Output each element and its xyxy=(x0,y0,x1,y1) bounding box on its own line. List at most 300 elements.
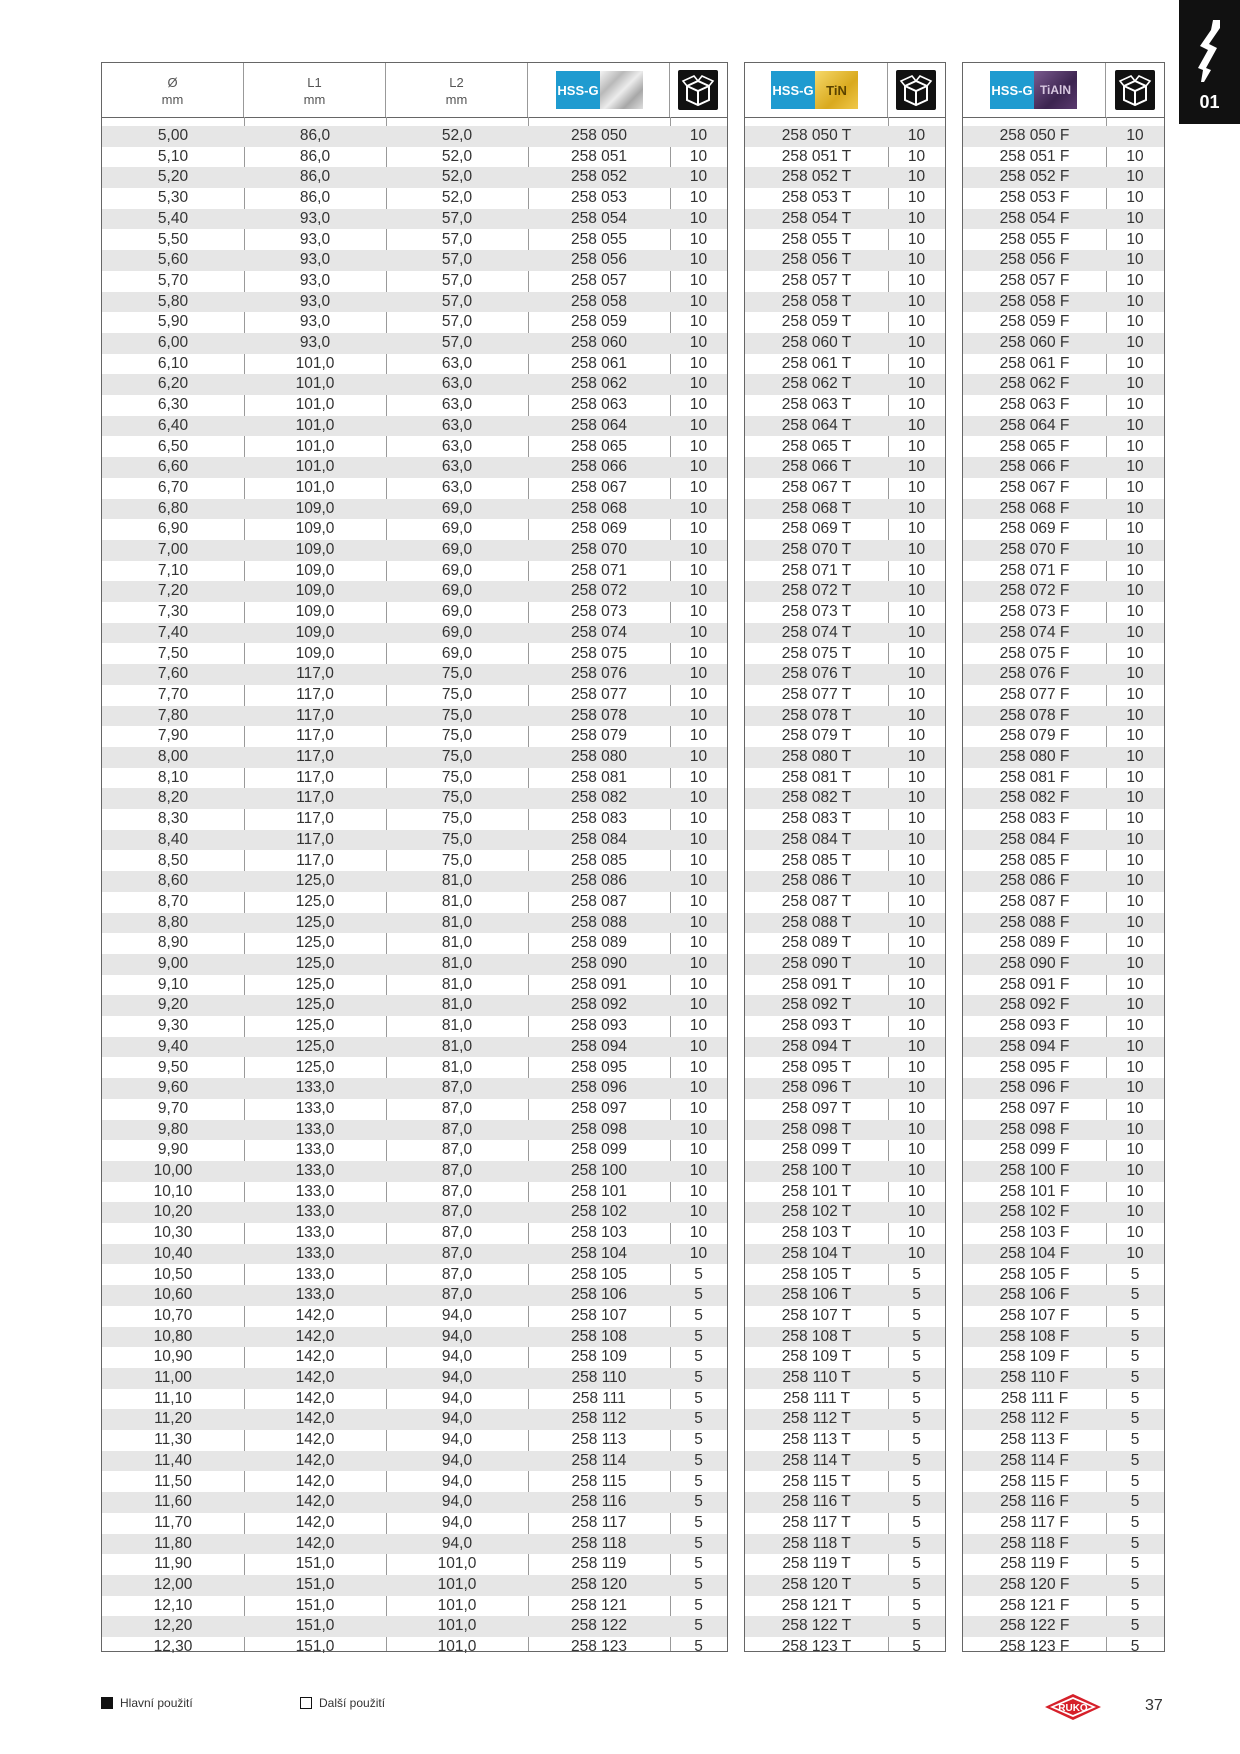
hssg-qty-cell: 10 xyxy=(689,230,708,248)
tialn-qty-cell: 10 xyxy=(1126,396,1144,414)
hssg-qty-cell: 10 xyxy=(689,582,708,600)
tialn-article-cell: 258 106 F xyxy=(999,1286,1070,1304)
l2-cell: 101,0 xyxy=(437,1638,477,1656)
tialn-article-cell: 258 078 F xyxy=(999,706,1070,724)
l1-cell: 101,0 xyxy=(295,416,335,434)
hssg-qty-cell: 10 xyxy=(689,209,708,227)
brand-name: RUKO xyxy=(1058,1703,1088,1714)
diameter-cell: 5,70 xyxy=(157,271,189,289)
tialn-label: TiAlN xyxy=(1039,83,1072,97)
table-row xyxy=(745,602,945,623)
tin-qty-cell: 5 xyxy=(912,1306,921,1324)
table-row xyxy=(963,685,1164,706)
table-row xyxy=(102,1306,727,1327)
tin-qty-cell: 5 xyxy=(912,1534,921,1552)
tialn-qty-cell: 10 xyxy=(1126,913,1144,931)
table-row xyxy=(102,1637,727,1658)
l2-cell: 94,0 xyxy=(441,1327,473,1345)
l1-cell: 93,0 xyxy=(299,334,331,351)
l1-cell: 125,0 xyxy=(295,1037,335,1055)
hssg-article-cell: 258 067 xyxy=(570,478,628,496)
tialn-article-cell: 258 119 F xyxy=(1000,1555,1069,1573)
tin-qty-cell: 10 xyxy=(907,1162,926,1179)
tialn-article-cell: 258 081 F xyxy=(999,768,1070,786)
diameter-cell: 7,60 xyxy=(157,665,189,683)
tin-qty-cell: 10 xyxy=(907,582,926,600)
tin-article-cell: 258 112 T xyxy=(782,1410,851,1428)
legend-main-use xyxy=(101,1696,193,1710)
hssg-article-cell: 258 098 xyxy=(570,1120,628,1138)
table-row xyxy=(963,416,1164,437)
hssg-qty-cell: 10 xyxy=(689,789,708,807)
tin-qty-cell: 10 xyxy=(907,292,926,310)
l1-cell: 151,0 xyxy=(295,1638,335,1656)
table-row xyxy=(102,1285,727,1306)
tialn-qty-cell: 10 xyxy=(1126,334,1144,351)
tialn-qty-cell: 10 xyxy=(1126,478,1144,496)
tialn-qty-cell: 5 xyxy=(1130,1451,1140,1469)
diameter-cell: 8,70 xyxy=(157,892,189,910)
tin-label: TiN xyxy=(826,82,847,98)
table-row xyxy=(102,788,727,809)
diameter-cell: 9,10 xyxy=(157,975,189,993)
tialn-article-cell: 258 064 F xyxy=(999,416,1070,434)
l2-cell: 87,0 xyxy=(441,1182,473,1200)
tialn-badge xyxy=(1034,71,1077,109)
diameter-cell: 6,30 xyxy=(157,396,189,414)
table-row xyxy=(102,1265,727,1286)
tialn-qty-cell: 10 xyxy=(1126,1244,1144,1262)
tialn-article-cell: 258 075 F xyxy=(999,644,1070,662)
table-row xyxy=(745,1430,945,1451)
tialn-article-cell: 258 055 F xyxy=(999,230,1070,248)
tialn-qty-cell: 10 xyxy=(1126,1079,1144,1097)
tialn-qty-cell: 10 xyxy=(1126,292,1144,310)
l2-cell: 75,0 xyxy=(441,810,473,828)
table-row xyxy=(102,395,727,416)
table-tin xyxy=(744,62,946,1656)
table-row xyxy=(102,664,727,685)
hssg-article-cell: 258 092 xyxy=(570,996,628,1014)
table-row xyxy=(745,1513,945,1534)
l2-cell: 87,0 xyxy=(441,1265,473,1283)
table-row xyxy=(102,499,727,520)
diameter-cell: 7,50 xyxy=(157,644,189,662)
diameter-cell: 12,30 xyxy=(153,1638,193,1656)
tin-article-cell: 258 056 T xyxy=(781,251,852,269)
tin-article-cell: 258 077 T xyxy=(781,685,852,703)
table-row xyxy=(102,167,727,188)
diameter-cell: 6,40 xyxy=(157,416,189,434)
hssg-article-cell: 258 058 xyxy=(570,292,628,310)
tin-article-cell: 258 092 T xyxy=(781,996,852,1014)
diameter-cell: 8,00 xyxy=(157,748,189,765)
table-row xyxy=(102,1327,727,1348)
l1-cell: 117,0 xyxy=(296,665,334,683)
hssg-qty-cell: 10 xyxy=(689,168,708,186)
tin-article-cell: 258 089 T xyxy=(781,934,852,952)
hssg-qty-cell: 5 xyxy=(694,1472,703,1490)
diameter-cell: 8,50 xyxy=(157,851,189,869)
l2-cell: 69,0 xyxy=(441,541,473,558)
tialn-article-cell: 258 083 F xyxy=(999,810,1070,828)
tin-article-cell: 258 109 T xyxy=(781,1348,852,1366)
tin-article-cell: 258 071 T xyxy=(781,561,852,579)
tin-qty-cell: 10 xyxy=(907,251,926,269)
table-row xyxy=(745,1202,945,1223)
tialn-article-cell: 258 088 F xyxy=(999,913,1070,931)
tin-qty-cell: 10 xyxy=(907,1037,926,1055)
hssg-article-cell: 258 078 xyxy=(570,706,628,724)
tialn-article-cell: 258 105 F xyxy=(999,1265,1070,1283)
table-row xyxy=(102,1182,727,1203)
tialn-qty-cell: 10 xyxy=(1126,934,1144,952)
tialn-qty-cell: 5 xyxy=(1130,1389,1140,1407)
l1-cell: 125,0 xyxy=(295,892,335,910)
tin-qty-cell: 10 xyxy=(907,354,926,372)
tin-article-cell: 258 076 T xyxy=(781,665,852,683)
diameter-cell: 9,00 xyxy=(157,955,189,972)
diameter-cell: 7,80 xyxy=(157,706,189,724)
tin-qty-cell: 10 xyxy=(907,458,926,476)
table-row xyxy=(745,1575,945,1596)
hssg-article-cell: 258 071 xyxy=(570,561,628,579)
l2-cell: 87,0 xyxy=(441,1120,473,1138)
table-row xyxy=(963,333,1164,354)
l1-cell: 86,0 xyxy=(299,147,331,165)
tin-article-cell: 258 101 T xyxy=(781,1182,852,1200)
table-row xyxy=(102,1161,727,1182)
tin-qty-cell: 5 xyxy=(912,1327,921,1345)
tialn-article-cell: 258 089 F xyxy=(999,934,1070,952)
hssg-article-cell: 258 100 xyxy=(570,1162,628,1179)
tin-article-cell: 258 066 T xyxy=(781,458,852,476)
l1-cell: 125,0 xyxy=(295,955,335,972)
tialn-qty-cell: 10 xyxy=(1126,996,1144,1014)
tialn-article-cell: 258 085 F xyxy=(999,851,1070,869)
hssg-article-cell: 258 101 xyxy=(570,1182,628,1200)
table-row xyxy=(963,768,1164,789)
hssg-article-cell: 258 116 xyxy=(571,1493,627,1511)
tialn-article-cell: 258 099 F xyxy=(999,1141,1070,1159)
tin-article-cell: 258 108 T xyxy=(781,1327,852,1345)
tin-qty-cell: 10 xyxy=(907,334,926,351)
tin-qty-cell: 5 xyxy=(912,1555,921,1573)
hssg-article-cell: 258 076 xyxy=(570,665,628,683)
table-row xyxy=(102,768,727,789)
l1-cell: 133,0 xyxy=(295,1244,335,1262)
table-row xyxy=(745,1161,945,1182)
table-row xyxy=(102,830,727,851)
tialn-qty-cell: 5 xyxy=(1130,1369,1140,1386)
l2-cell: 69,0 xyxy=(441,499,473,517)
l2-cell: 87,0 xyxy=(441,1079,473,1097)
table-row xyxy=(745,871,945,892)
hssg-article-cell: 258 093 xyxy=(570,1017,628,1035)
hssg-article-cell: 258 117 xyxy=(571,1513,627,1531)
tialn-qty-cell: 5 xyxy=(1130,1472,1140,1490)
l1-cell: 142,0 xyxy=(295,1534,335,1552)
l1-cell: 142,0 xyxy=(295,1327,335,1345)
l2-cell: 101,0 xyxy=(437,1596,477,1614)
tin-article-cell: 258 059 T xyxy=(781,313,852,331)
tin-qty-cell: 10 xyxy=(907,996,926,1014)
header-l2 xyxy=(386,63,528,117)
tin-article-cell: 258 087 T xyxy=(781,892,852,910)
l2-cell: 75,0 xyxy=(441,706,473,724)
diameter-cell: 10,90 xyxy=(153,1348,193,1366)
hssg-qty-cell: 10 xyxy=(689,334,708,351)
hssg-article-cell: 258 063 xyxy=(570,396,628,414)
diameter-cell: 8,40 xyxy=(157,830,189,848)
hssg-article-cell: 258 075 xyxy=(570,644,628,662)
table-row xyxy=(963,1265,1164,1286)
l1-unit: mm xyxy=(303,92,326,107)
table-row xyxy=(963,1327,1164,1348)
tin-qty-cell: 10 xyxy=(907,1203,926,1221)
tialn-qty-cell: 10 xyxy=(1126,1224,1144,1242)
tialn-article-cell: 258 084 F xyxy=(999,830,1070,848)
diameter-cell: 8,80 xyxy=(157,913,189,931)
l2-cell: 57,0 xyxy=(441,209,473,227)
l2-cell: 101,0 xyxy=(437,1617,477,1635)
table-row xyxy=(745,1016,945,1037)
table-row xyxy=(745,230,945,251)
tialn-qty-cell: 10 xyxy=(1126,1099,1144,1117)
hssg-label: HSS-G xyxy=(991,82,1033,98)
tin-qty-cell: 10 xyxy=(907,975,926,993)
hssg-article-cell: 258 069 xyxy=(570,520,628,538)
table-row xyxy=(963,437,1164,458)
table-row xyxy=(745,561,945,582)
tin-qty-cell: 10 xyxy=(907,1244,926,1262)
l1-cell: 133,0 xyxy=(295,1162,335,1179)
table-row xyxy=(963,954,1164,975)
table-row xyxy=(102,540,727,561)
l2-cell: 75,0 xyxy=(441,768,473,786)
diameter-cell: 10,80 xyxy=(153,1327,193,1345)
hssg-qty-cell: 10 xyxy=(689,603,708,621)
l2-cell: 57,0 xyxy=(441,313,473,331)
tin-qty-cell: 10 xyxy=(907,872,926,890)
tialn-qty-cell: 10 xyxy=(1126,189,1144,207)
l2-cell: 57,0 xyxy=(441,251,473,269)
hssg-article-cell: 258 122 xyxy=(570,1617,628,1635)
tin-article-cell: 258 062 T xyxy=(781,375,852,393)
l1-label: L1 xyxy=(307,75,322,90)
table-row xyxy=(745,395,945,416)
tialn-qty-cell: 10 xyxy=(1126,892,1144,910)
l2-cell: 69,0 xyxy=(441,561,473,579)
table-row xyxy=(963,540,1164,561)
l2-cell: 63,0 xyxy=(441,375,473,393)
tin-article-cell: 258 107 T xyxy=(781,1306,852,1324)
tin-qty-cell: 10 xyxy=(907,955,926,972)
hssg-qty-cell: 5 xyxy=(694,1286,703,1304)
hssg-article-cell: 258 085 xyxy=(570,851,628,869)
table-row xyxy=(102,354,727,375)
hssg-qty-cell: 5 xyxy=(694,1348,703,1366)
tin-article-cell: 258 120 T xyxy=(781,1576,852,1593)
table-row xyxy=(745,664,945,685)
hssg-qty-cell: 10 xyxy=(689,1058,708,1076)
l2-cell: 69,0 xyxy=(441,623,473,641)
table-hssg xyxy=(101,62,728,1656)
l1-cell: 117,0 xyxy=(296,685,334,703)
tialn-article-cell: 258 082 F xyxy=(999,789,1070,807)
diameter-cell: 6,60 xyxy=(157,458,189,476)
tin-qty-cell: 10 xyxy=(907,416,926,434)
l1-cell: 93,0 xyxy=(299,313,331,331)
l1-cell: 125,0 xyxy=(295,1017,335,1035)
l2-cell: 57,0 xyxy=(441,292,473,310)
table-row xyxy=(963,1513,1164,1534)
table-row xyxy=(963,1182,1164,1203)
hssg-article-cell: 258 059 xyxy=(570,313,628,331)
hssg-article-cell: 258 086 xyxy=(570,872,628,890)
tialn-article-cell: 258 113 F xyxy=(1000,1431,1069,1449)
hssg-article-cell: 258 115 xyxy=(571,1472,627,1490)
table-row xyxy=(963,519,1164,540)
tialn-qty-cell: 10 xyxy=(1126,623,1144,641)
tialn-qty-cell: 5 xyxy=(1130,1596,1140,1614)
diameter-cell: 7,20 xyxy=(157,582,189,600)
tin-qty-cell: 10 xyxy=(907,913,926,931)
diameter-cell: 10,00 xyxy=(153,1162,193,1179)
l2-cell: 63,0 xyxy=(441,437,473,455)
table-row xyxy=(963,995,1164,1016)
diameter-cell: 10,30 xyxy=(153,1224,193,1242)
hssg-article-cell: 258 096 xyxy=(570,1079,628,1097)
tialn-qty-cell: 10 xyxy=(1126,1203,1144,1221)
table-row xyxy=(745,374,945,395)
diameter-cell: 8,10 xyxy=(157,768,189,786)
hssg-qty-cell: 10 xyxy=(689,561,708,579)
hssg-article-cell: 258 120 xyxy=(570,1576,628,1593)
hssg-finish-swatch xyxy=(600,71,643,109)
legend-other-use-label: Další použití xyxy=(319,1696,386,1710)
hssg-article-cell: 258 123 xyxy=(570,1638,628,1656)
tialn-article-cell: 258 053 F xyxy=(999,189,1070,207)
table-row xyxy=(102,1368,727,1389)
l2-cell: 75,0 xyxy=(441,748,473,765)
tin-article-cell: 258 096 T xyxy=(781,1079,852,1097)
hssg-article-cell: 258 079 xyxy=(570,727,628,745)
diameter-cell: 8,90 xyxy=(157,934,189,952)
tialn-article-cell: 258 104 F xyxy=(999,1244,1070,1262)
table-row xyxy=(745,1078,945,1099)
diameter-cell: 6,90 xyxy=(157,520,189,538)
tialn-qty-cell: 10 xyxy=(1126,1058,1144,1076)
table-row xyxy=(745,975,945,996)
tialn-article-cell: 258 077 F xyxy=(999,685,1070,703)
table-row xyxy=(745,788,945,809)
diameter-cell: 5,80 xyxy=(157,292,189,310)
l1-cell: 142,0 xyxy=(295,1451,335,1469)
tialn-qty-cell: 10 xyxy=(1126,872,1144,890)
l1-cell: 142,0 xyxy=(295,1306,335,1324)
table-row xyxy=(102,333,727,354)
hssg-qty-cell: 5 xyxy=(694,1576,703,1593)
diameter-cell: 5,30 xyxy=(157,189,189,207)
tin-article-cell: 258 090 T xyxy=(781,955,852,972)
tialn-article-cell: 258 060 F xyxy=(999,334,1070,351)
table-row xyxy=(963,1099,1164,1120)
diameter-cell: 9,20 xyxy=(157,996,189,1014)
hssg-article-cell: 258 114 xyxy=(571,1451,627,1469)
tialn-qty-cell: 10 xyxy=(1126,375,1144,393)
hssg-article-cell: 258 097 xyxy=(570,1099,628,1117)
hssg-qty-cell: 5 xyxy=(694,1389,703,1407)
hssg-qty-cell: 5 xyxy=(694,1265,703,1283)
diameter-cell: 9,60 xyxy=(157,1079,189,1097)
tialn-qty-cell: 10 xyxy=(1126,416,1144,434)
tialn-qty-cell: 5 xyxy=(1130,1638,1140,1656)
l2-cell: 87,0 xyxy=(441,1141,473,1159)
hssg-article-cell: 258 094 xyxy=(570,1037,628,1055)
table-row xyxy=(102,1389,727,1410)
tialn-qty-cell: 5 xyxy=(1130,1493,1140,1511)
l2-cell: 75,0 xyxy=(441,851,473,869)
table-row xyxy=(963,188,1164,209)
table-row xyxy=(963,561,1164,582)
tin-qty-cell: 10 xyxy=(907,789,926,807)
diameter-cell: 10,40 xyxy=(153,1244,193,1262)
hssg-qty-cell: 10 xyxy=(689,810,708,828)
hssg-badge xyxy=(556,71,600,109)
hssg-qty-cell: 10 xyxy=(689,437,708,455)
table-row xyxy=(963,1616,1164,1637)
table-row xyxy=(745,1120,945,1141)
table-row xyxy=(963,581,1164,602)
tin-article-cell: 258 110 T xyxy=(782,1369,851,1386)
tin-qty-cell: 10 xyxy=(907,1079,926,1097)
diameter-cell: 11,80 xyxy=(154,1534,192,1552)
package-icon xyxy=(896,70,936,110)
header-pack-qty xyxy=(670,63,727,117)
l1-cell: 109,0 xyxy=(295,582,335,600)
table-row xyxy=(963,374,1164,395)
table-row xyxy=(745,1596,945,1617)
l2-cell: 81,0 xyxy=(441,975,473,993)
tin-article-cell: 258 081 T xyxy=(781,768,852,786)
hssg-qty-cell: 5 xyxy=(694,1638,703,1656)
tin-article-cell: 258 054 T xyxy=(781,209,852,227)
table-row xyxy=(745,581,945,602)
l2-cell: 94,0 xyxy=(441,1389,473,1407)
hssg-qty-cell: 10 xyxy=(689,727,708,745)
tialn-qty-cell: 10 xyxy=(1126,603,1144,621)
tialn-qty-cell: 10 xyxy=(1126,1162,1144,1179)
l2-cell: 63,0 xyxy=(441,478,473,496)
table-row xyxy=(963,1430,1164,1451)
table-row xyxy=(963,1472,1164,1493)
table-row xyxy=(963,788,1164,809)
hssg-article-cell: 258 056 xyxy=(570,251,628,269)
diameter-cell: 7,40 xyxy=(157,623,189,641)
hssg-article-cell: 258 060 xyxy=(570,334,628,351)
l2-cell: 87,0 xyxy=(441,1203,473,1221)
tialn-qty-cell: 5 xyxy=(1130,1286,1140,1304)
table-row xyxy=(963,726,1164,747)
tialn-article-cell: 258 090 F xyxy=(999,955,1070,972)
hssg-article-cell: 258 118 xyxy=(571,1534,627,1552)
tin-article-cell: 258 057 T xyxy=(781,271,852,289)
table-row xyxy=(963,851,1164,872)
l1-cell: 133,0 xyxy=(295,1203,335,1221)
table-row xyxy=(963,933,1164,954)
diameter-cell: 11,20 xyxy=(154,1410,192,1428)
